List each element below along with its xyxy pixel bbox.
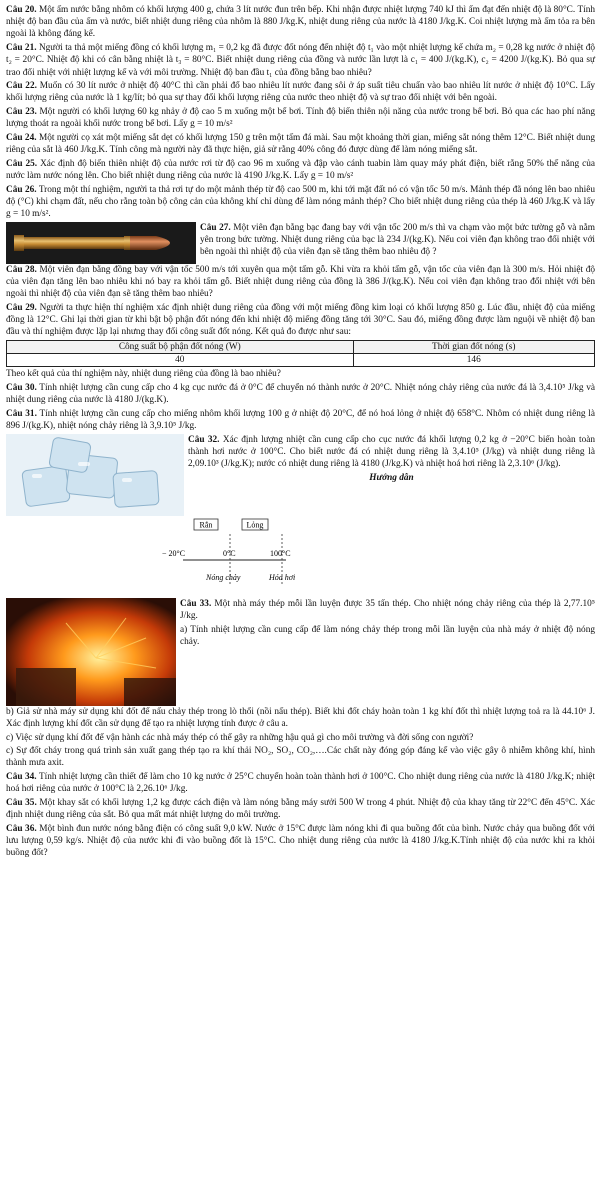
question-29-followup: Theo kết quả của thí nghiệm này, nhiệt dung riêng của đồng là bao nhiêu? xyxy=(6,369,281,380)
table-cell: 40 xyxy=(7,353,354,366)
question-27: Câu 27. Một viên đạn bằng bạc đang bay với vận tốc 200 m/s thì va chạm vào một bức tường gỗ và nằm yên trong bức tường. Nhiệt dung riêng của bạc là 234 J/(kg.K). Nếu coi viên đạn không trao đổi nhiệt với bên ngoài thì nhiệt độ của viên đạn sẽ tăng thêm bao nhiêu độ ? xyxy=(6,222,595,264)
table-header-row xyxy=(7,340,595,353)
table-header: Thời gian đốt nóng (s) xyxy=(353,340,594,353)
steel-plant-image xyxy=(6,598,176,706)
question-26: Câu 26. Trong một thí nghiệm, người ta thả rơi tự do một mảnh thép từ độ cao 500 m, khi tới mặt đất nó có vận tốc 50 m/s. Mảnh thép đã nóng lên bao nhiêu độ (°C) khi chạm đất, nếu cho rằng toàn bộ công cản của không khí chỉ dùng để làm nóng mảnh thép? Cho biết nhiệt dung riêng của thép là 460 J/kg.K và lấy g = 10 m/s². xyxy=(6,184,596,220)
question-25: Câu 25. Xác định độ biến thiên nhiệt độ của nước rơi từ độ cao 96 m xuống và đập vào cánh tuabin làm quay máy phát điện, biết rằng 50% thế năng của nước làm nước nóng lên. Cho biết nhiệt dung riêng của nước là 4190 J/kg.K. Lấy g = 10 m/s² xyxy=(6,158,595,182)
question-22: Câu 22. Muốn có 30 lít nước ở nhiệt độ 40°C thì cần phải đổ bao nhiêu lít nước đang sôi ở áp suất tiêu chuẩn vào bao nhiêu lít nước ở nhiệt độ 10°C. Lấy khối lượng riêng của nước là 1 kg/lít; bỏ qua sự thay đổi khối lượng riêng của nước theo nhiệt độ và sự trao đổi nhiệt với bên ngoài. xyxy=(6,81,596,104)
temp-boil: 100°C xyxy=(270,548,291,558)
question-28: Câu 28. Một viên đạn bằng đồng bay với vận tốc 500 m/s tới xuyên qua một tấm gỗ. Khi vừa ra khỏi tấm gỗ, vận tốc của viên đạn là 300 m/s. Hỏi nhiệt độ của viên đạn tăng lên bao nhiêu khi nó bay ra khỏi tấm gỗ. Biết nhiệt dung riêng của đồng là 386 J/(kg.K). Nếu coi viên đạn không trao đổi nhiệt với bên ngoài thì nhiệt độ của viên đạn sẽ tăng thêm bao nhiêu? xyxy=(6,264,595,300)
question-34: Câu 34. Tính nhiệt lượng cần thiết để làm cho 10 kg nước ở 25°C chuyển hoàn toàn thành hơi ở 100°C. Cho nhiệt dung riêng của nước là 4180 J/kg.K; nhiệt hoá hơi riêng của nước ở 100°C là 2,26.10⁶ J/kg. xyxy=(6,772,596,795)
question-29: Câu 29. Người ta thực hiện thí nghiệm xác định nhiệt dung riêng của đồng với một miếng đồng kim loại có khối lượng 850 g. Lúc đầu, nhiệt độ của miếng đồng là 12°C. Ghi lại thời gian từ khi bật bộ phận đốt nóng đến khi nhiệt độ miếng đồng tăng tới 30°C. Sau đó, miếng đồng được làm nguội về nhiệt độ ban đầu và thí nghiệm được lặp lại nhưng thay đổi công suất đốt nóng. Kết quả đo được như sau: xyxy=(6,303,595,338)
question-35: Câu 35. Một khay sắt có khối lượng 1,2 kg được cách điện và làm nóng bằng máy sưởi 500 W trong 4 phút. Nhiệt độ của khay tăng từ 22°C đến 45°C. Xác định nhiệt dung riêng của sắt. Bỏ qua mất mát nhiệt lượng do môi trường. xyxy=(6,798,595,821)
question-33-c-answer: c) Sự đốt cháy trong quá trình sản xuất gang thép tạo ra khí thải NO₂, SO₂, CO₂,….Các chất này đóng góp đáng kể vào việc gây ô nhiễm không khí, hình thành mưa axit. xyxy=(6,746,595,769)
question-21: Câu 21. Người ta thả một miếng đồng có khối lượng m₁ = 0,2 kg đã được đốt nóng đến nhiệt độ t₁ vào một nhiệt lượng kế chứa m₂ = 0,28 kg nước ở nhiệt độ t₂ = 20°C. Nhiệt độ khi có cân bằng nhiệt là t₃ = 80°C. Biết nhiệt dung riêng của đồng và nước lần lượt là c₁ = 400 J/(kg.K), c₂ = 4200 J/(kg.K). Bỏ qua sự trao đổi nhiệt với nhiệt lượng kế và với môi trường. Nhiệt độ ban đầu t₁ của đồng bằng bao nhiêu? xyxy=(6,43,595,78)
question-33-a: a) Tính nhiệt lượng cần cung cấp để làm nóng chảy thép trong mỗi lần luyện của nhà máy ở nhiệt độ nóng chảy. xyxy=(180,624,595,647)
bullet-image xyxy=(6,222,196,264)
temp-start: − 20°C xyxy=(162,548,186,558)
table-cell: 146 xyxy=(353,353,594,366)
liquid-label: Lỏng xyxy=(246,520,264,530)
results-table xyxy=(6,340,595,367)
guide-heading: Hướng dẫn xyxy=(369,472,414,483)
melting-label: Nóng chảy xyxy=(206,572,241,582)
temp-melt: 0°C xyxy=(223,548,236,558)
question-31: Câu 31. Tính nhiệt lượng cần cung cấp cho miếng nhôm khối lượng 100 g ở nhiệt độ 20°C, để nó hoá lỏng ở nhiệt độ 658°C. Nhôm có nhiệt dung riêng là 896 J/(kg.K), nhiệt nóng chảy riêng là 3,9.10⁵ J/kg. xyxy=(6,408,596,431)
ice-cubes-image xyxy=(6,434,184,516)
question-24: Câu 24. Một người cọ xát một miếng sắt dẹt có khối lượng 150 g trên một tấm đá mài. Sau một khoảng thời gian, miếng sắt nóng thêm 12°C. Biết nhiệt dung riêng của sắt là 460 J/kg.K. Tính công mà người này đã thực hiện, giả sử rằng 40% công đó được dùng để làm nóng miếng sắt. xyxy=(6,133,595,156)
question-23: Câu 23. Một người có khối lượng 60 kg nhảy ở độ cao 5 m xuống một bể bơi. Tính độ biến thiên nội năng của nước trong bể bơi. Bỏ qua các hao phí năng lượng thoát ra ngoài khối nước trong bể bơi. Lấy g = 10 m/s² xyxy=(6,107,595,130)
question-33: Câu 33. Một nhà máy thép mỗi lần luyện được 35 tấn thép. Cho nhiệt nóng chảy riêng của thép là 2,77.10⁵ J/kg. a) Tính nhiệt lượng cần cung cấp để làm nóng chảy thép trong mỗi lần luyện của nhà máy ở nhiệt độ nóng chảy. xyxy=(6,598,595,706)
phase-change-diagram xyxy=(134,516,312,598)
question-33-c-question: c) Việc sử dụng khí đốt để vận hành các nhà máy thép có thể gây ra những hậu quả gì cho môi trường và đời sống con người? xyxy=(6,732,474,743)
table-header: Công suất bộ phận đốt nóng (W) xyxy=(7,340,354,353)
solid-label: Rắn xyxy=(199,520,213,530)
table-row xyxy=(7,353,595,366)
question-30: Câu 30. Tính nhiệt lượng cần cung cấp cho 4 kg cục nước đá ở 0°C để chuyển nó thành nước ở 20°C. Nhiệt nóng chảy riêng của nước đá là 3,4.10⁵ J/kg và nhiệt dung riêng của nước là 4180 J/(kg.K). xyxy=(6,382,596,405)
question-20: Câu 20. Một ấm nước bằng nhôm có khối lượng 400 g, chứa 3 lít nước đun trên bếp. Khi nhận được nhiệt lượng 740 kJ thì ấm đạt đến nhiệt độ là 80°C. Tính nhiệt độ ban đầu của ấm và nước, biết nhiệt dung riêng của nhôm là 880 J/kg.K, nhiệt dung riêng của nước là 4180 J/kg.K. Coi nhiệt lượng mà ấm tỏa ra bên ngoài là không đáng kể. xyxy=(6,5,596,40)
question-32: Câu 32. Xác định lượng nhiệt cần cung cấp cho cục nước đá khối lượng 0,2 kg ở −20°C biến hoàn toàn thành hơi nước ở 100°C. Cho biết nước đá có nhiệt dung riêng là 3,4.10⁵ (J/kg) và nhiệt dung riêng là 2,09.10³ (J/kg.K); nước có nhiệt dung riêng là 4180 (J/kg.K) và nhiệt hoá hơi riêng là 2,3.10⁶ (J/kg). Hướng dẫn xyxy=(6,434,595,516)
worksheet xyxy=(6,0,595,860)
question-33-b: b) Giả sử nhà máy sử dụng khí đốt để nấu chảy thép trong lò thổi (nồi nấu thép). Biết khi đốt cháy hoàn toàn 1 kg khí đốt thì nhiệt lượng toả ra là 44.10⁶ J. Xác định lượng khí đốt cần sử dụng để tạo ra nhiệt lượng tính được ở câu a. xyxy=(6,706,595,729)
question-36: Câu 36. Một bình đun nước nóng bằng điện có công suất 9,0 kW. Nước ở 15°C được làm nóng khi đi qua buồng đốt của bình. Nước chảy qua buồng đốt với lưu lượng 0,59 kg/s. Nhiệt độ của nước khi đi vào buồng đốt là 15°C. Cho nhiệt dung riêng của nước là 4180 J/kg.K.Tính nhiệt độ của nước khi ra khỏi buồng đốt? xyxy=(6,823,595,859)
vaporization-label: Hóa hơi xyxy=(269,572,296,582)
